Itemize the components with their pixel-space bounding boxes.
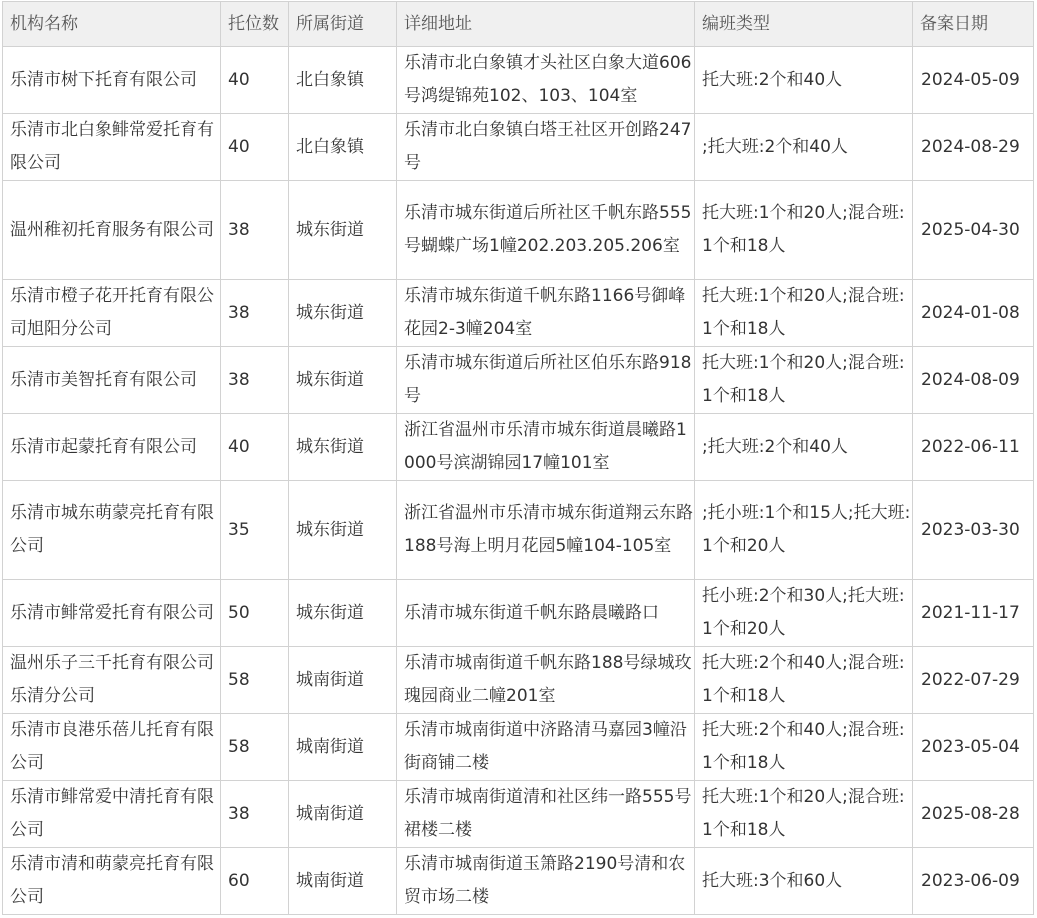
- cell-slots: 38: [221, 181, 289, 280]
- cell-street: 城东街道: [289, 347, 397, 414]
- cell-slots: 58: [221, 647, 289, 714]
- header-address: 详细地址: [397, 2, 695, 47]
- table-row: [3, 848, 1034, 915]
- cell-slots: 60: [221, 848, 289, 915]
- cell-record-date: 2024-08-29: [913, 114, 1034, 181]
- cell-record-date: 2025-08-28: [913, 781, 1034, 848]
- cell-org-name: 乐清市鲱常爱中清托育有限公司: [3, 781, 221, 848]
- cell-street: 城南街道: [289, 781, 397, 848]
- table-row: [3, 714, 1034, 781]
- cell-class-type: 托大班:1个和20人;混合班:1个和18人: [695, 181, 913, 280]
- header-class-type: 编班类型: [695, 2, 913, 47]
- cell-class-type: 托大班:3个和60人: [695, 848, 913, 915]
- cell-address: 乐清市城南街道清和社区纬一路555号裙楼二楼: [397, 781, 695, 848]
- table-row: [3, 580, 1034, 647]
- cell-address: 浙江省温州市乐清市城东街道晨曦路1000号滨湖锦园17幢101室: [397, 414, 695, 481]
- table-row: [3, 414, 1034, 481]
- cell-record-date: 2024-05-09: [913, 47, 1034, 114]
- cell-record-date: 2022-07-29: [913, 647, 1034, 714]
- table-row: [3, 647, 1034, 714]
- cell-slots: 40: [221, 114, 289, 181]
- cell-street: 城东街道: [289, 414, 397, 481]
- cell-address: 乐清市北白象镇才头社区白象大道606号鸿缇锦苑102、103、104室: [397, 47, 695, 114]
- cell-address: 乐清市城南街道千帆东路188号绿城玫瑰园商业二幢201室: [397, 647, 695, 714]
- cell-record-date: 2021-11-17: [913, 580, 1034, 647]
- cell-street: 城南街道: [289, 647, 397, 714]
- cell-address: 乐清市城南街道玉箫路2190号清和农贸市场二楼: [397, 848, 695, 915]
- cell-address: 乐清市城南街道中济路清马嘉园3幢沿街商铺二楼: [397, 714, 695, 781]
- cell-address: 乐清市城东街道后所社区千帆东路555号蝴蝶广场1幢202.203.205.206室: [397, 181, 695, 280]
- cell-street: 城南街道: [289, 714, 397, 781]
- table-row: [3, 181, 1034, 280]
- cell-org-name: 温州乐子三千托育有限公司乐清分公司: [3, 647, 221, 714]
- cell-record-date: 2024-08-09: [913, 347, 1034, 414]
- cell-class-type: ;托大班:2个和40人: [695, 414, 913, 481]
- cell-org-name: 乐清市美智托育有限公司: [3, 347, 221, 414]
- cell-record-date: 2023-03-30: [913, 481, 1034, 580]
- header-slots: 托位数: [221, 2, 289, 47]
- cell-org-name: 乐清市城东萌蒙亮托育有限公司: [3, 481, 221, 580]
- cell-org-name: 乐清市良港乐蓓儿托育有限公司: [3, 714, 221, 781]
- cell-org-name: 乐清市树下托育有限公司: [3, 47, 221, 114]
- cell-class-type: 托大班:1个和20人;混合班:1个和18人: [695, 347, 913, 414]
- cell-address: 乐清市城东街道后所社区伯乐东路918号: [397, 347, 695, 414]
- cell-slots: 50: [221, 580, 289, 647]
- header-street: 所属街道: [289, 2, 397, 47]
- cell-record-date: 2024-01-08: [913, 280, 1034, 347]
- registry-table: [2, 1, 1034, 915]
- header-record-date: 备案日期: [913, 2, 1034, 47]
- cell-class-type: 托大班:1个和20人;混合班:1个和18人: [695, 781, 913, 848]
- cell-class-type: 托大班:2个和40人;混合班:1个和18人: [695, 714, 913, 781]
- cell-street: 城南街道: [289, 848, 397, 915]
- cell-slots: 38: [221, 781, 289, 848]
- cell-street: 北白象镇: [289, 114, 397, 181]
- cell-slots: 38: [221, 347, 289, 414]
- cell-street: 城东街道: [289, 481, 397, 580]
- cell-org-name: 乐清市起蒙托育有限公司: [3, 414, 221, 481]
- cell-org-name: 乐清市北白象鲱常爱托育有限公司: [3, 114, 221, 181]
- cell-org-name: 乐清市清和萌蒙亮托育有限公司: [3, 848, 221, 915]
- table-row: [3, 781, 1034, 848]
- cell-street: 城东街道: [289, 181, 397, 280]
- cell-record-date: 2025-04-30: [913, 181, 1034, 280]
- cell-street: 城东街道: [289, 280, 397, 347]
- cell-address: 乐清市北白象镇白塔王社区开创路247号: [397, 114, 695, 181]
- cell-street: 北白象镇: [289, 47, 397, 114]
- table-row: [3, 47, 1034, 114]
- cell-org-name: 温州稚初托育服务有限公司: [3, 181, 221, 280]
- table-row: [3, 481, 1034, 580]
- cell-slots: 58: [221, 714, 289, 781]
- cell-address: 浙江省温州市乐清市城东街道翔云东路188号海上明月花园5幢104-105室: [397, 481, 695, 580]
- cell-record-date: 2022-06-11: [913, 414, 1034, 481]
- cell-record-date: 2023-06-09: [913, 848, 1034, 915]
- cell-org-name: 乐清市橙子花开托育有限公司旭阳分公司: [3, 280, 221, 347]
- table-row: [3, 114, 1034, 181]
- table-header-row: [3, 2, 1034, 47]
- cell-slots: 40: [221, 414, 289, 481]
- table-row: [3, 280, 1034, 347]
- cell-class-type: ;托大班:2个和40人: [695, 114, 913, 181]
- cell-class-type: 托小班:2个和30人;托大班:1个和20人: [695, 580, 913, 647]
- header-org-name: 机构名称: [3, 2, 221, 47]
- cell-org-name: 乐清市鲱常爱托育有限公司: [3, 580, 221, 647]
- cell-slots: 38: [221, 280, 289, 347]
- cell-slots: 35: [221, 481, 289, 580]
- cell-class-type: ;托小班:1个和15人;托大班:1个和20人: [695, 481, 913, 580]
- table-row: [3, 347, 1034, 414]
- cell-class-type: 托大班:1个和20人;混合班:1个和18人: [695, 280, 913, 347]
- cell-slots: 40: [221, 47, 289, 114]
- cell-address: 乐清市城东街道千帆东路1166号御峰花园2-3幢204室: [397, 280, 695, 347]
- cell-class-type: 托大班:2个和40人;混合班:1个和18人: [695, 647, 913, 714]
- cell-address: 乐清市城东街道千帆东路晨曦路口: [397, 580, 695, 647]
- cell-street: 城东街道: [289, 580, 397, 647]
- cell-record-date: 2023-05-04: [913, 714, 1034, 781]
- cell-class-type: 托大班:2个和40人: [695, 47, 913, 114]
